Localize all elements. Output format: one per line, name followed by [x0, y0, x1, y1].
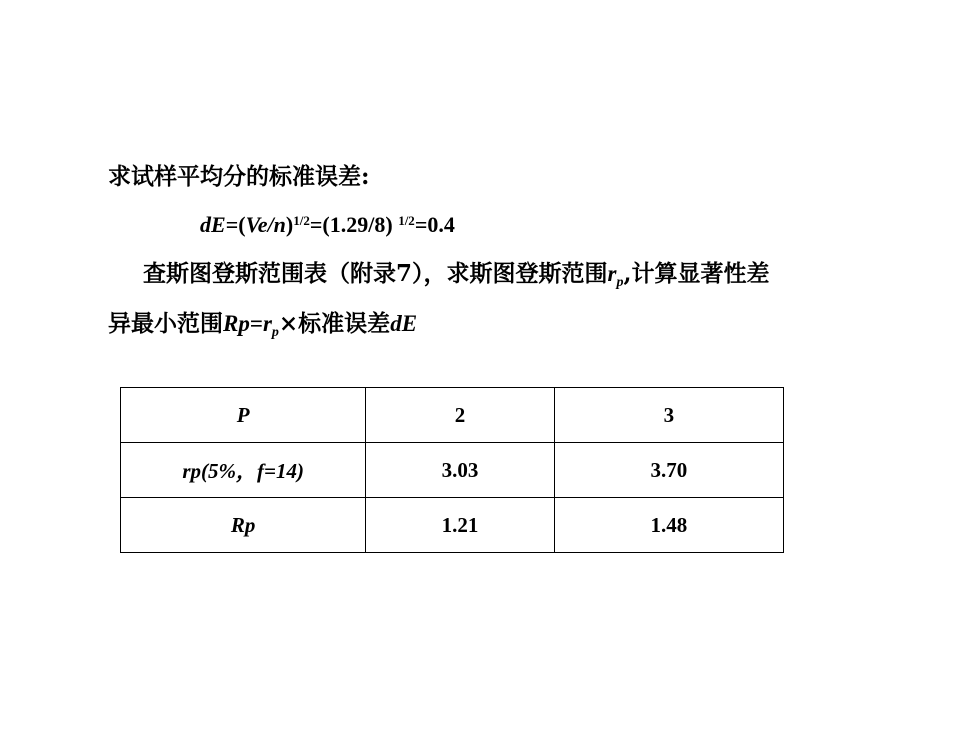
- table-cell: Rp: [121, 498, 366, 553]
- table-row: [121, 388, 784, 443]
- instruction-tail: ,计算显著性差: [623, 260, 770, 287]
- times-standard-error: ×标准误差: [278, 310, 391, 337]
- de-symbol: dE: [390, 311, 418, 336]
- table-cell: 3.70: [554, 443, 783, 498]
- formula-middle: =(1.29/8): [309, 212, 399, 237]
- equals-sign: =: [249, 311, 263, 336]
- rp-r: r: [262, 311, 272, 336]
- table-row: [121, 443, 784, 498]
- range-table: [120, 387, 784, 553]
- table-cell: [121, 443, 366, 498]
- instruction-line-1: [143, 260, 769, 292]
- heading-text: 求试样平均分的标准误差:: [108, 163, 370, 190]
- table-cell: 1.21: [366, 498, 554, 553]
- rp-label: rp(5%，f=14): [182, 459, 304, 483]
- range-text: 异最小范围: [108, 310, 223, 337]
- formula-open: =(: [225, 212, 246, 237]
- instruction-text: 查斯图登斯范围表（附录7），求斯图登斯范围: [143, 260, 608, 287]
- rp-symbol-sub: p: [616, 275, 624, 290]
- table-row: [121, 498, 784, 553]
- table-cell: P: [121, 388, 366, 443]
- table-cell: 2: [366, 388, 554, 443]
- formula-result: =0.4: [414, 212, 455, 237]
- rp-symbol-r: r: [607, 261, 617, 286]
- formula-exponent-2: 1/2: [398, 213, 415, 228]
- table-cell: 1.48: [554, 498, 783, 553]
- table-cell: 3.03: [366, 443, 554, 498]
- formula-exponent-1: 1/2: [293, 213, 310, 228]
- rp-sub: p: [271, 325, 279, 340]
- standard-error-formula: [200, 212, 455, 238]
- table-cell: 3: [554, 388, 783, 443]
- formula-close: ): [285, 212, 294, 237]
- rp-lhs: Rp: [223, 311, 250, 336]
- formula-ve-n: Ve/n: [245, 212, 286, 237]
- instruction-line-2: [108, 310, 417, 342]
- formula-de: dE: [200, 212, 226, 237]
